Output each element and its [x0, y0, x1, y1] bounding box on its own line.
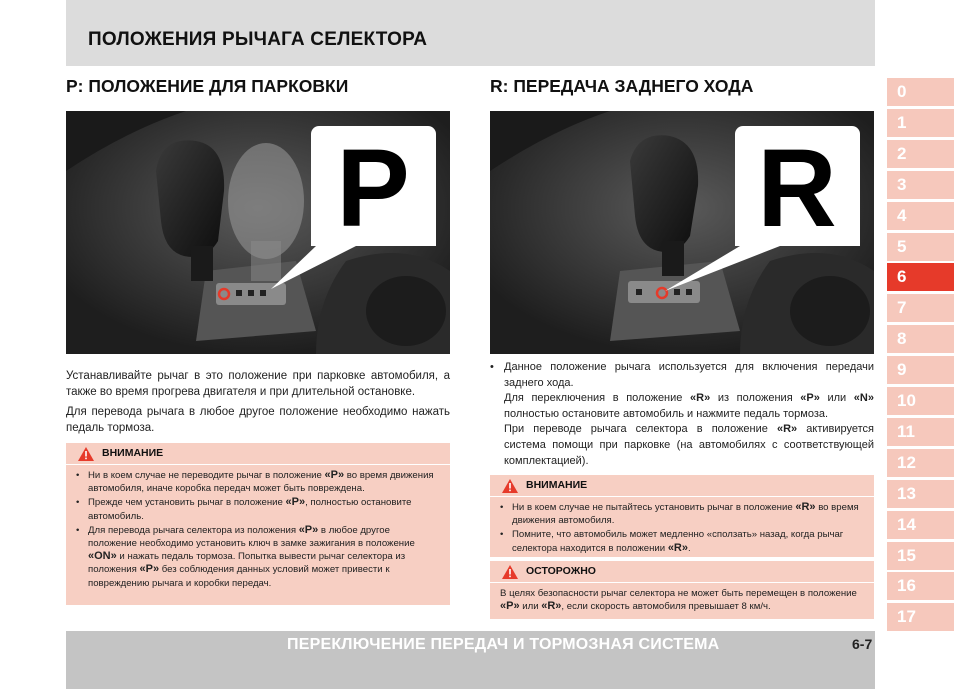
chapter-tab-5[interactable]: 5	[887, 233, 954, 261]
park-warning-item: • Прежде чем установить рычаг в положение «P», полностью остановите автомобиль.	[76, 496, 440, 522]
chapter-tab-13[interactable]: 13	[887, 480, 954, 508]
footer-title: ПЕРЕКЛЮЧЕНИЕ ПЕРЕДАЧ И ТОРМОЗНАЯ СИСТЕМА	[287, 636, 720, 653]
chapter-tab-4[interactable]: 4	[887, 202, 954, 230]
chapter-tab-16[interactable]: 16	[887, 572, 954, 600]
park-warning-box	[66, 443, 450, 605]
page-title: ПОЛОЖЕНИЯ РЫЧАГА СЕЛЕКТОРА	[88, 29, 428, 50]
warning-icon	[502, 565, 518, 579]
warning-icon	[502, 479, 518, 493]
reverse-warning-item: • Помните, что автомобиль может медленно «сползать» назад, когда рычаг селектора находится в положении «R».	[500, 528, 864, 554]
chapter-tab-12[interactable]: 12	[887, 449, 954, 477]
park-gear-photo	[66, 111, 450, 354]
reverse-warning-title: ВНИМАНИЕ	[526, 478, 588, 491]
reverse-gear-photo	[490, 111, 874, 354]
park-section-heading: P: ПОЛОЖЕНИЕ ДЛЯ ПАРКОВКИ	[66, 76, 349, 96]
reverse-bullet: • Данное положение рычага используется для включения передачи заднего хода. Для переключения в положение «R» из положения «P» или «N» полностью остановите автомобиль и нажмите педаль тормоза. При переводе рычага селектора в положение «R» активируется система помощи при парковке (на автомобилях с соответствующей комплектацией).	[490, 360, 874, 469]
reverse-callout-letter: R	[757, 127, 837, 250]
chapter-tab-11[interactable]: 11	[887, 418, 954, 446]
chapter-tab-3[interactable]: 3	[887, 171, 954, 199]
park-warning-item: • Ни в коем случае не переводите рычаг в положение «P» во время движения автомобиля, иначе коробка передач может быть повреждена.	[76, 469, 440, 495]
park-paragraph-2: Для перевода рычага в любое другое положение необходимо нажать педаль тормоза.	[66, 406, 450, 434]
reverse-warning-header	[490, 475, 874, 497]
park-callout-letter: P	[336, 127, 410, 250]
reverse-caution-header	[490, 561, 874, 583]
chapter-tab-2[interactable]: 2	[887, 140, 954, 168]
park-warning-title: ВНИМАНИЕ	[102, 446, 164, 459]
reverse-caution-box	[490, 561, 874, 619]
reverse-caution-text: В целях безопасности рычаг селектора не может быть перемещен в положение «P» или «R», если скорость автомобиля превышает 8 км/ч.	[500, 588, 857, 613]
park-paragraph-1: Устанавливайте рычаг в это положение при парковке автомобиля, а также во время прогрева двигателя и при длительной остановке.	[66, 370, 450, 398]
chapter-tab-8[interactable]: 8	[887, 325, 954, 353]
warning-icon	[78, 447, 94, 461]
chapter-tab-9[interactable]: 9	[887, 356, 954, 384]
chapter-tab-6[interactable]: 6	[887, 263, 954, 291]
chapter-tab-15[interactable]: 15	[887, 542, 954, 570]
chapter-tab-1[interactable]: 1	[887, 109, 954, 137]
page-number: 6-7	[852, 636, 873, 652]
chapter-tab-17[interactable]: 17	[887, 603, 954, 631]
reverse-description	[490, 360, 874, 469]
chapter-tab-0[interactable]: 0	[887, 78, 954, 106]
park-warning-header	[66, 443, 450, 465]
chapter-tab-7[interactable]: 7	[887, 294, 954, 322]
chapter-tab-14[interactable]: 14	[887, 511, 954, 539]
park-warning-item: • Для перевода рычага селектора из положения «P» в любое другое положение необходимо установить ключ в замке зажигания в положение «ON» и нажать педаль тормоза. Попытка вывести рычаг селектора из положения «P» без соблюдения данных условий может привести к повреждению рычага и коробки передач.	[76, 524, 440, 590]
reverse-section-heading: R: ПЕРЕДАЧА ЗАДНЕГО ХОДА	[490, 76, 754, 96]
reverse-caution-title: ОСТОРОЖНО	[526, 564, 596, 577]
reverse-warning-item: • Ни в коем случае не пытайтесь установить рычаг в положение «R» во время движения автомобиля.	[500, 501, 864, 527]
reverse-warning-box	[490, 475, 874, 557]
chapter-tab-10[interactable]: 10	[887, 387, 954, 415]
park-description	[66, 368, 450, 436]
